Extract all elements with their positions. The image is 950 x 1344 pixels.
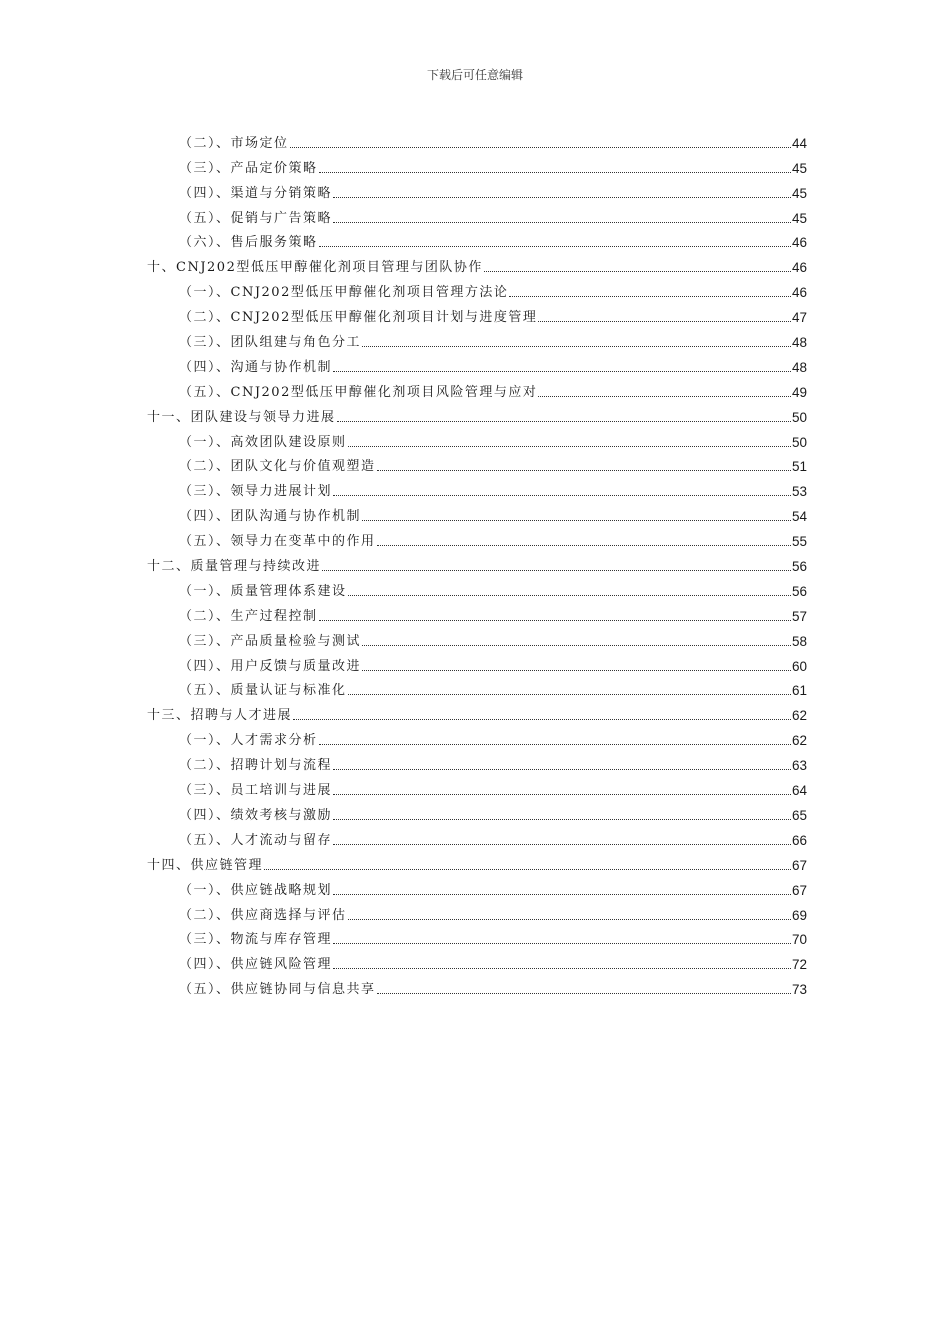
toc-page-number: 60 <box>791 658 807 674</box>
toc-page-number: 46 <box>791 285 807 301</box>
toc-dot-leader <box>333 844 791 845</box>
toc-section-entry[interactable] <box>147 972 807 997</box>
toc-page-number: 65 <box>791 807 807 823</box>
toc-entry-title: 十、CNJ202型低压甲醇催化剂项目管理与团队协作 <box>147 260 483 276</box>
toc-section-entry[interactable] <box>147 226 807 251</box>
toc-dot-leader <box>333 794 791 795</box>
toc-section-entry[interactable] <box>147 524 807 549</box>
toc-page-number: 56 <box>791 583 807 599</box>
toc-dot-leader <box>290 147 791 148</box>
toc-page-number: 62 <box>791 708 807 724</box>
toc-dot-leader <box>333 894 791 895</box>
toc-section-entry[interactable] <box>147 624 807 649</box>
toc-entry-title: 十三、招聘与人才进展 <box>147 708 293 724</box>
toc-section-entry[interactable] <box>147 450 807 475</box>
toc-dot-leader <box>377 993 791 994</box>
toc-page-number: 56 <box>791 559 807 575</box>
toc-entry-title: （三）、物流与库存管理 <box>179 932 333 948</box>
toc-section-entry[interactable] <box>147 300 807 325</box>
toc-entry-title: （三）、领导力进展计划 <box>179 484 333 500</box>
toc-dot-leader <box>538 321 791 322</box>
toc-page-number: 45 <box>791 160 807 176</box>
toc-dot-leader <box>348 595 791 596</box>
toc-dot-leader <box>319 744 791 745</box>
toc-chapter-entry[interactable] <box>147 250 807 275</box>
toc-page-number: 54 <box>791 509 807 525</box>
toc-section-entry[interactable] <box>147 823 807 848</box>
toc-dot-leader <box>333 197 791 198</box>
toc-page-number: 50 <box>791 409 807 425</box>
toc-page-number: 70 <box>791 932 807 948</box>
toc-entry-title: 十二、质量管理与持续改进 <box>147 559 322 575</box>
toc-section-entry[interactable] <box>147 325 807 350</box>
toc-section-entry[interactable] <box>147 873 807 898</box>
toc-section-entry[interactable] <box>147 649 807 674</box>
toc-dot-leader <box>333 943 791 944</box>
toc-section-entry[interactable] <box>147 898 807 923</box>
toc-page-number: 45 <box>791 185 807 201</box>
toc-entry-title: （二）、CNJ202型低压甲醇催化剂项目计划与进度管理 <box>179 310 538 326</box>
toc-entry-title: （三）、团队组建与角色分工 <box>179 335 362 351</box>
toc-section-entry[interactable] <box>147 947 807 972</box>
toc-entry-title: （三）、产品质量检验与测试 <box>179 633 362 649</box>
toc-entry-title: （一）、CNJ202型低压甲醇催化剂项目管理方法论 <box>179 285 509 301</box>
toc-section-entry[interactable] <box>147 375 807 400</box>
toc-dot-leader <box>319 620 791 621</box>
toc-dot-leader <box>319 246 791 247</box>
toc-dot-leader <box>333 222 791 223</box>
toc-section-entry[interactable] <box>147 748 807 773</box>
toc-page-number: 58 <box>791 633 807 649</box>
toc-page-number: 63 <box>791 758 807 774</box>
toc-section-entry[interactable] <box>147 723 807 748</box>
toc-page-number: 46 <box>791 260 807 276</box>
page-header: 下载后可任意编辑 <box>426 68 523 82</box>
toc-section-entry[interactable] <box>147 574 807 599</box>
toc-page-number: 48 <box>791 359 807 375</box>
toc-dot-leader <box>337 421 791 422</box>
toc-entry-title: （一）、质量管理体系建设 <box>179 583 347 599</box>
toc-dot-leader <box>348 694 791 695</box>
toc-entry-title: （四）、渠道与分销策略 <box>179 185 333 201</box>
toc-dot-leader <box>348 446 791 447</box>
toc-page-number: 67 <box>791 857 807 873</box>
toc-dot-leader <box>333 769 791 770</box>
toc-entry-title: 十一、团队建设与领导力进展 <box>147 409 336 425</box>
toc-entry-title: （四）、绩效考核与激励 <box>179 807 333 823</box>
toc-page-number: 51 <box>791 459 807 475</box>
toc-section-entry[interactable] <box>147 599 807 624</box>
toc-entry-title: （四）、沟通与协作机制 <box>179 359 333 375</box>
toc-entry-title: （二）、招聘计划与流程 <box>179 758 333 774</box>
toc-section-entry[interactable] <box>147 499 807 524</box>
toc-entry-title: （四）、用户反馈与质量改进 <box>179 658 362 674</box>
toc-dot-leader <box>484 271 791 272</box>
table-of-contents <box>147 126 807 997</box>
toc-entry-title: （五）、供应链协同与信息共享 <box>179 982 376 998</box>
toc-entry-title: （五）、领导力在变革中的作用 <box>179 534 376 550</box>
toc-entry-title: （五）、质量认证与标准化 <box>179 683 347 699</box>
toc-section-entry[interactable] <box>147 773 807 798</box>
toc-chapter-entry[interactable] <box>147 848 807 873</box>
toc-dot-leader <box>362 520 791 521</box>
toc-entry-title: （一）、人才需求分析 <box>179 733 318 749</box>
toc-entry-title: （二）、供应商选择与评估 <box>179 907 347 923</box>
toc-page-number: 67 <box>791 882 807 898</box>
toc-entry-title: （三）、员工培训与进展 <box>179 783 333 799</box>
toc-chapter-entry[interactable] <box>147 549 807 574</box>
toc-section-entry[interactable] <box>147 674 807 699</box>
toc-section-entry[interactable] <box>147 151 807 176</box>
toc-section-entry[interactable] <box>147 798 807 823</box>
toc-dot-leader <box>348 919 791 920</box>
toc-entry-title: （四）、供应链风险管理 <box>179 957 333 973</box>
toc-entry-title: （三）、产品定价策略 <box>179 160 318 176</box>
toc-page-number: 69 <box>791 907 807 923</box>
toc-entry-title: （二）、团队文化与价值观塑造 <box>179 459 376 475</box>
toc-page-number: 72 <box>791 957 807 973</box>
toc-dot-leader <box>293 719 791 720</box>
toc-dot-leader <box>377 545 791 546</box>
toc-dot-leader <box>264 869 791 870</box>
toc-entry-title: （二）、生产过程控制 <box>179 608 318 624</box>
toc-dot-leader <box>333 495 791 496</box>
toc-page-number: 49 <box>791 384 807 400</box>
toc-dot-leader <box>333 968 791 969</box>
toc-entry-title: （五）、CNJ202型低压甲醇催化剂项目风险管理与应对 <box>179 384 538 400</box>
toc-section-entry[interactable] <box>147 474 807 499</box>
toc-page-number: 61 <box>791 683 807 699</box>
toc-section-entry[interactable] <box>147 350 807 375</box>
toc-dot-leader <box>538 396 791 397</box>
toc-chapter-entry[interactable] <box>147 400 807 425</box>
toc-page-number: 48 <box>791 335 807 351</box>
toc-dot-leader <box>319 172 791 173</box>
toc-entry-title: （一）、供应链战略规划 <box>179 882 333 898</box>
toc-dot-leader <box>333 819 791 820</box>
toc-chapter-entry[interactable] <box>147 698 807 723</box>
toc-dot-leader <box>509 296 791 297</box>
toc-page-number: 57 <box>791 608 807 624</box>
toc-dot-leader <box>362 346 791 347</box>
toc-entry-title: （五）、人才流动与留存 <box>179 832 333 848</box>
toc-page-number: 53 <box>791 484 807 500</box>
toc-section-entry[interactable] <box>147 923 807 948</box>
toc-page-number: 66 <box>791 832 807 848</box>
toc-entry-title: （四）、团队沟通与协作机制 <box>179 509 362 525</box>
toc-page-number: 44 <box>791 135 807 151</box>
toc-page-number: 62 <box>791 733 807 749</box>
toc-dot-leader <box>377 470 791 471</box>
toc-page-number: 55 <box>791 534 807 550</box>
toc-entry-title: （六）、售后服务策略 <box>179 235 318 251</box>
toc-page-number: 73 <box>791 982 807 998</box>
toc-entry-title: （一）、高效团队建设原则 <box>179 434 347 450</box>
toc-entry-title: （二）、市场定位 <box>179 135 289 151</box>
toc-page-number: 45 <box>791 210 807 226</box>
toc-page-number: 64 <box>791 783 807 799</box>
toc-section-entry[interactable] <box>147 275 807 300</box>
toc-section-entry[interactable] <box>147 126 807 151</box>
toc-section-entry[interactable] <box>147 425 807 450</box>
toc-dot-leader <box>333 371 791 372</box>
toc-page-number: 46 <box>791 235 807 251</box>
toc-entry-title: 十四、供应链管理 <box>147 857 264 873</box>
toc-page-number: 47 <box>791 310 807 326</box>
toc-section-entry[interactable] <box>147 201 807 226</box>
toc-dot-leader <box>322 570 791 571</box>
toc-page-number: 50 <box>791 434 807 450</box>
toc-dot-leader <box>362 645 791 646</box>
toc-entry-title: （五）、促销与广告策略 <box>179 210 333 226</box>
toc-section-entry[interactable] <box>147 176 807 201</box>
toc-dot-leader <box>362 670 791 671</box>
